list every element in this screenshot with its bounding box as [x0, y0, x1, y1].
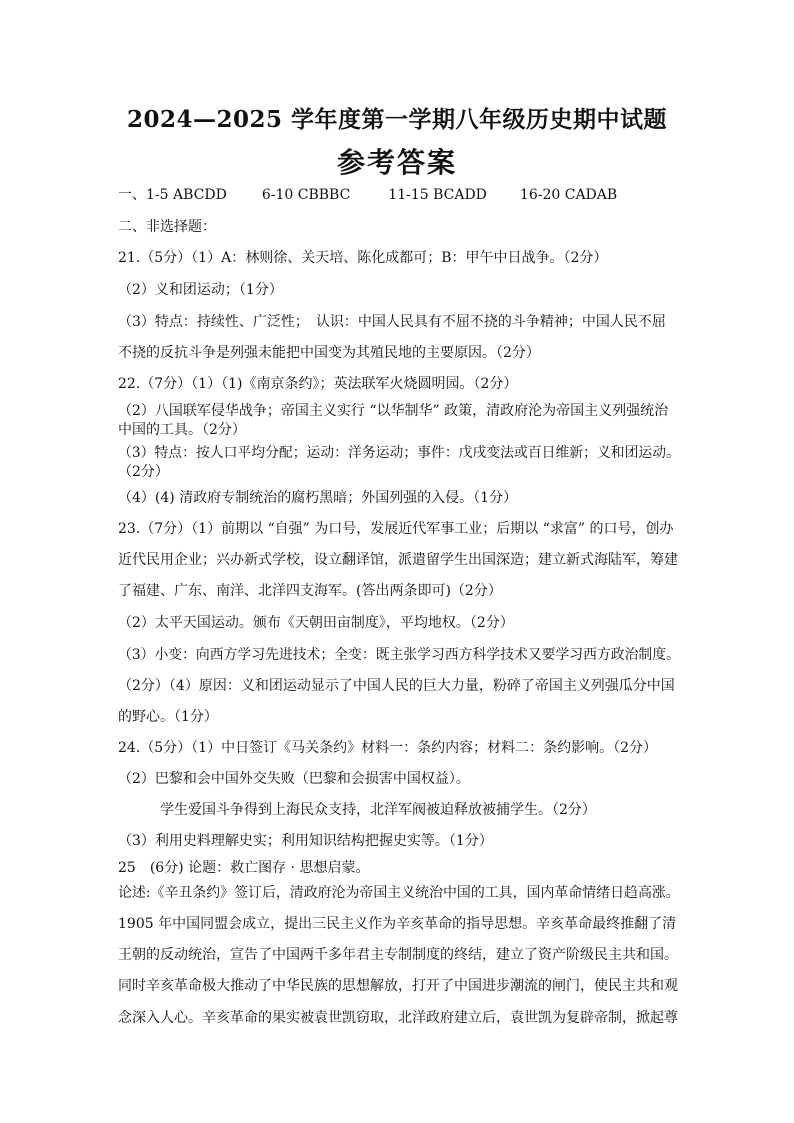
answer-line: 近代民用企业；兴办新式学校，设立翻译馆，派遣留学生出国深造；建立新式海陆军，筹建: [118, 552, 678, 568]
answer-line: 22.（7分）（1）（1)《南京条约》；英法联军火烧圆明园。（2分）: [118, 376, 518, 392]
answer-line: 念深入人心。辛亥革命的果实被袁世凯窃取，北洋政府建立后，袁世凯为复辟帝制，掀起尊: [118, 1010, 678, 1026]
mcq-group-1: 1-5 ABCDD: [146, 187, 227, 203]
answer-line: 的野心。（1分）: [118, 709, 218, 725]
mcq-group-3: 11-15 BCADD: [388, 187, 487, 203]
mcq-group-2: 6-10 CBBBC: [261, 187, 351, 203]
answer-line: （3）特点：持续性、广泛性； 认识：中国人民具有不屈不挠的斗争精神；中国人民不屈: [118, 314, 666, 330]
mcq-prefix: 一、: [118, 187, 146, 203]
section-2-heading: 二、非选择题：: [118, 219, 216, 235]
answer-line: 同时辛亥革命极大推动了中华民族的思想解放，打开了中国进步潮流的闸门，使民主共和观: [118, 978, 678, 994]
page-subtitle: 参考答案: [336, 146, 457, 179]
answer-line: （2分）: [118, 464, 169, 480]
answer-line: 25 (6分) 论题：救亡图存 · 思想启蒙。: [118, 860, 370, 876]
multiple-choice-answers: [118, 186, 617, 204]
answer-line: （2）巴黎和会中国外交失败（巴黎和会损害中国权益）。: [118, 771, 470, 787]
answer-line: 1905 年中国同盟会成立，提出三民主义作为辛亥革命的指导思想。辛亥革命最终推翻了清: [118, 916, 677, 932]
answer-line: 中国的工具。（2分）: [118, 422, 246, 438]
answer-line: （3）小变：向西方学习先进技术；全变：既主张学习西方科学技术又要学习西方政治制度。: [118, 647, 680, 663]
answer-line: 王朝的反动统治，宣告了中国两千多年君主专制制度的终结，建立了资产阶级民主共和国。: [118, 947, 678, 963]
answer-line: 了福建、广东、南洋、北洋四支海军。(答出两条即可)（2分）: [118, 583, 502, 599]
answer-line: （4）(4) 清政府专制统治的腐朽黑暗；外国列强的入侵。（1分）: [118, 490, 518, 506]
answer-line: 23.（7分）（1）前期以 “自强” 为口号，发展近代军事工业；后期以 “求富” 的口号，创办: [118, 521, 674, 537]
answer-line: （2）义和团运动；（1分）: [118, 282, 283, 298]
answer-line: 不挠的反抗斗争是列强未能把中国变为其殖民地的主要原因。（2分）: [118, 345, 540, 361]
answer-line: （3）特点：按人口平均分配；运动：洋务运动；事件：戊戌变法或百日维新；义和团运动。: [118, 445, 680, 461]
answer-line: （2）八国联军侵华战争；帝国主义实行 “以华制华” 政策，清政府沦为帝国主义列强统治: [118, 403, 669, 419]
page-title: 2024—2025 学年度第一学期八年级历史期中试题: [126, 106, 668, 133]
answer-line: 24.（5分）（1）中日签订《马关条约》材料一：条约内容；材料二：条约影响。（2分）: [118, 740, 657, 756]
answer-line: （2）太平天国运动。颁布《天朝田亩制度》，平均地权。（2分）: [118, 615, 514, 631]
answer-line: 21.（5分）（1）A：林则徐、关天培、陈化成都可；B：甲午中日战争。（2分）: [118, 250, 608, 266]
answer-line: 论述:《辛丑条约》签订后，清政府沦为帝国主义统治中国的工具，国内革命情绪日趋高涨。: [118, 885, 680, 901]
answer-line: （3）利用史料理解史实；利用知识结构把握史实等。（1分）: [118, 833, 493, 849]
answer-line: 学生爱国斗争得到上海民众支持，北洋军阀被迫释放被捕学生。（2分）: [160, 802, 596, 818]
answer-line: （2分）（4）原因：义和团运动显示了中国人民的巨大力量，粉碎了帝国主义列强瓜分中国: [118, 678, 675, 694]
mcq-group-4: 16-20 CADAB: [519, 187, 618, 203]
